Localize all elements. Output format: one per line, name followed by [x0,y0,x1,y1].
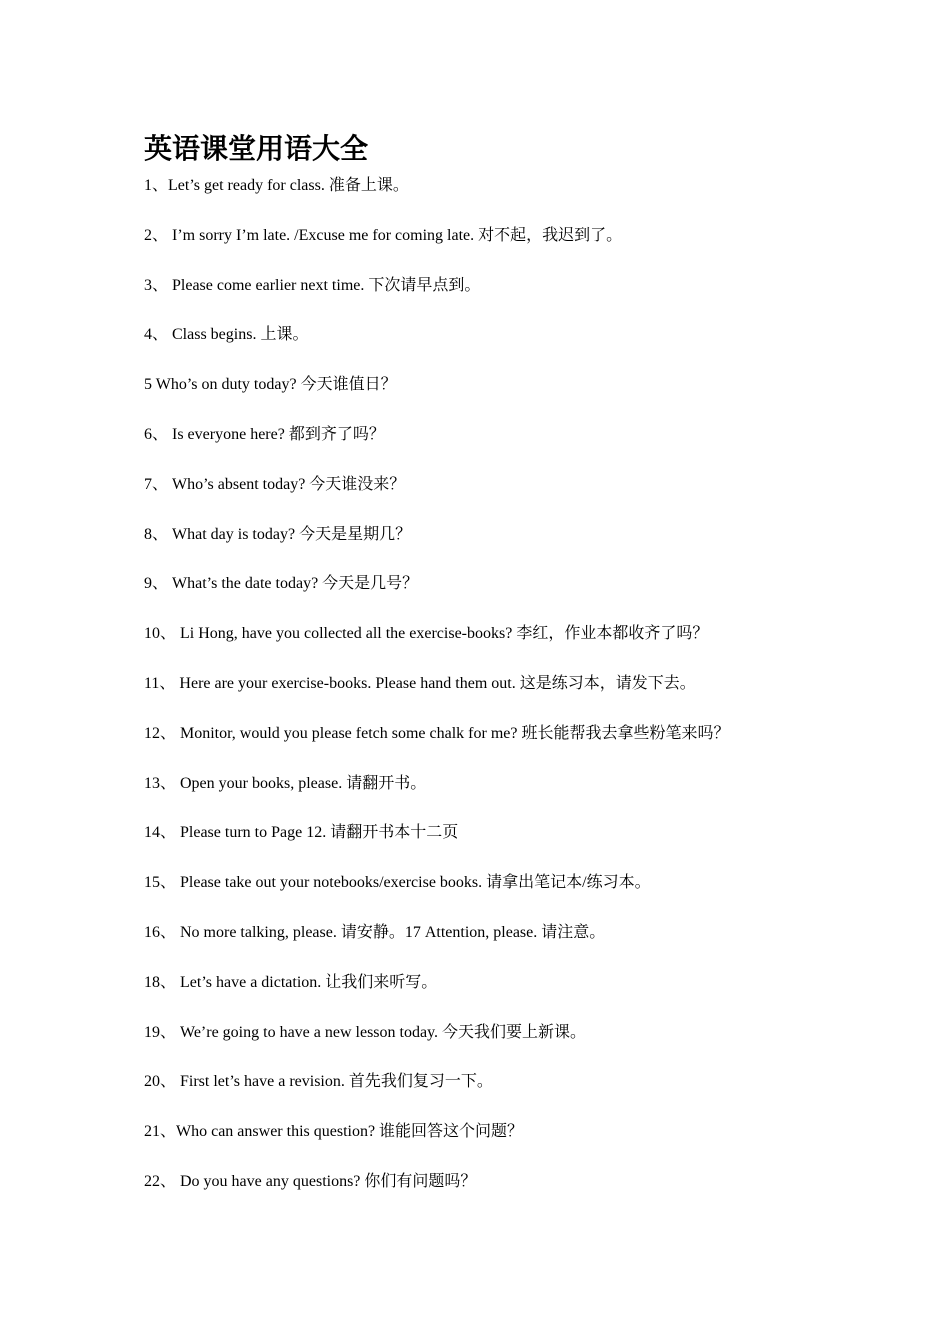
list-item: 21、Who can answer this question? 谁能回答这个问题？ [144,1123,524,1141]
list-item: 22、 Do you have any questions? 你们有问题吗？ [144,1172,477,1190]
list-item: 15、 Please take out your notebooks/exercise books. 请拿出笔记本/练习本。 [144,874,651,892]
list-item: 8、 What day is today? 今天是星期几？ [144,525,412,543]
list-item: 19、 We’re going to have a new lesson today. 今天我们要上新课。 [144,1023,587,1041]
list-item: 4、 Class begins. 上课。 [144,326,309,344]
list-item: 1、Let’s get ready for class. 准备上课。 [144,177,409,194]
phrase-list [144,174,904,1220]
list-item: 3、 Please come earlier next time. 下次请早点到。 [144,276,481,294]
list-item: 16、 No more talking, please. 请安静。17 Attention, please. 请注意。 [144,923,606,941]
list-item: 12、 Monitor, would you please fetch some chalk for me? 班长能帮我去拿些粉笔来吗？ [144,724,730,742]
list-item: 7、 Who’s absent today? 今天谁没来？ [144,475,406,493]
list-item: 5 Who’s on duty today? 今天谁值日？ [144,376,397,394]
list-item: 13、 Open your books, please. 请翻开书。 [144,774,427,792]
list-item: 11、 Here are your exercise-books. Please hand them out. 这是练习本，请发下去。 [144,674,696,692]
list-item: 9、 What’s the date today? 今天是几号？ [144,575,419,593]
list-item: 18、 Let’s have a dictation. 让我们来听写。 [144,973,438,991]
list-item: 10、 Li Hong, have you collected all the exercise-books? 李红，作业本都收齐了吗？ [144,625,709,643]
list-item: 6、 Is everyone here? 都到齐了吗？ [144,425,385,443]
list-item: 14、 Please turn to Page 12. 请翻开书本十二页 [144,824,459,842]
list-item: 2、 I’m sorry I’m late. /Excuse me for coming late. 对不起，我迟到了。 [144,226,623,244]
page-title: 英语课堂用语大全 [144,134,369,165]
list-item: 20、 First let’s have a revision. 首先我们复习一下。 [144,1073,493,1091]
